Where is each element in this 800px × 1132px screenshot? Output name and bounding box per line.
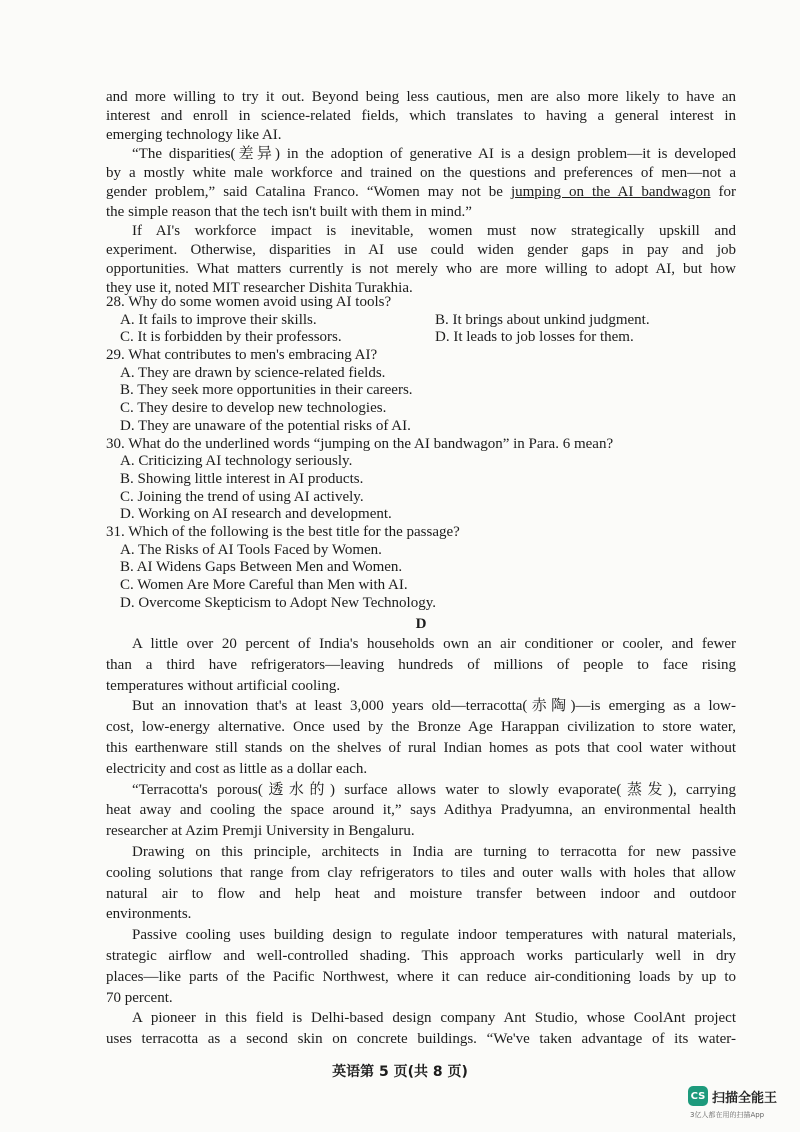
- answer-option: B. They seek more opportunities in their careers.: [120, 382, 413, 399]
- text-line: But an innovation that's at least 3,000 years old—terracotta(赤陶)—is emerging as a low-: [132, 698, 736, 715]
- text-line: heat away and cooling the space around it,” says Adithya Pradyumna, an environmental health: [106, 802, 736, 819]
- answer-option: D. They are unaware of the potential risks of AI.: [120, 417, 411, 434]
- text-line: temperatures without artificial cooling.: [106, 677, 341, 694]
- text-line: researcher at Azim Premji University in Bengaluru.: [106, 823, 415, 840]
- text-line: gender problem,” said Catalina Franco. “Women may not be jumping on the AI bandwagon for: [106, 184, 736, 201]
- page-footer: 英语第 5 页(共 8 页): [332, 1064, 468, 1080]
- text-line: experiment. Otherwise, disparities in AI use could widen gender gaps in pay and job: [106, 241, 736, 258]
- answer-option: B. AI Widens Gaps Between Men and Women.: [120, 559, 403, 576]
- question-stem: 31. Which of the following is the best title for the passage?: [106, 523, 460, 540]
- text-line: by a mostly white male workforce and trained on the questions and preferences of men—not a: [106, 165, 736, 182]
- text-line: “The disparities(差异) in the adoption of generative AI is a design problem—it is developed: [132, 146, 736, 163]
- text-line: the simple reason that the tech isn't built with them in mind.”: [106, 203, 472, 220]
- underlined-phrase: jumping on the AI bandwagon: [510, 184, 711, 201]
- text-line: they use it, noted MIT researcher Dishita Turakhia.: [106, 279, 413, 296]
- text-line: cost, low-energy alternative. Once used by the Bronze Age Harappan civilization to store water,: [106, 719, 736, 736]
- option-row: [106, 329, 736, 347]
- answer-option: D. It leads to job losses for them.: [435, 329, 634, 346]
- text-line: A little over 20 percent of India's households own an air conditioner or cooler, and fewer: [132, 636, 736, 652]
- text-line: A pioneer in this field is Delhi-based design company Ant Studio, whose CoolAnt project: [132, 1010, 736, 1027]
- text-line: uses terracotta as a second skin on concrete buildings. “We've taken advantage of its water-: [106, 1031, 736, 1048]
- option-row: [106, 312, 736, 330]
- text-line: 70 percent.: [106, 989, 173, 1006]
- answer-option: C. It is forbidden by their professors.: [120, 329, 342, 346]
- watermark-tagline: 3亿人都在用的扫描App: [690, 1111, 765, 1119]
- text-line: interest and enroll in science-related fields, which translates to having a general interest in: [106, 108, 736, 125]
- watermark-name: 扫描全能王: [712, 1090, 778, 1106]
- text-line: places—like parts of the Pacific Northwest, where it can reduce air-conditioning loads by up to: [106, 968, 736, 985]
- text-line: environments.: [106, 906, 192, 923]
- question-stem: 28. Why do some women avoid using AI tools?: [106, 294, 392, 310]
- scanner-watermark: [688, 1086, 777, 1106]
- camscanner-logo-icon: CS: [688, 1086, 708, 1106]
- passage-d: [106, 614, 736, 1050]
- answer-option: A. They are drawn by science-related fields.: [120, 364, 386, 381]
- text-line: natural air to flow and help heat and moisture transfer between indoor and outdoor: [106, 885, 736, 902]
- section-heading: D: [415, 616, 427, 632]
- answer-option: A. The Risks of AI Tools Faced by Women.: [120, 541, 382, 558]
- text-line: Passive cooling uses building design to regulate indoor temperatures with natural materials,: [132, 927, 736, 944]
- answer-option: B. It brings about unkind judgment.: [435, 311, 650, 328]
- answer-option: C. Joining the trend of using AI actively.: [120, 488, 364, 505]
- answer-option: A. Criticizing AI technology seriously.: [120, 453, 353, 470]
- text-line: If AI's workforce impact is inevitable, women must now strategically upskill and: [132, 222, 736, 239]
- text-line: cooling solutions that range from clay refrigerators to tiles and outer walls with holes that allow: [106, 864, 736, 881]
- text-line: than a third have refrigerators—leaving hundreds of millions of people to face rising: [106, 656, 736, 673]
- text-line: Drawing on this principle, architects in India are turning to terracotta for new passive: [132, 843, 736, 860]
- text-line: and more willing to try it out. Beyond being less cautious, men are also more likely to have an: [106, 89, 736, 105]
- questions-28-31: [106, 294, 736, 612]
- text-line: electricity and cost as little as a dollar each.: [106, 760, 368, 777]
- text-line: “Terracotta's porous(透水的) surface allows water to slowly evaporate(蒸发), carrying: [132, 781, 736, 798]
- passage-c-ending: [106, 88, 736, 298]
- text-line: this earthenware still stands on the shelves of rural Indian homes as pots that cool water without: [106, 739, 736, 756]
- answer-option: C. They desire to develop new technologies.: [120, 400, 387, 417]
- answer-option: D. Working on AI research and development.: [120, 506, 392, 523]
- answer-option: A. It fails to improve their skills.: [120, 311, 317, 328]
- answer-option: B. Showing little interest in AI products.: [120, 470, 364, 487]
- text-line: emerging technology like AI.: [106, 127, 282, 144]
- question-stem: 29. What contributes to men's embracing AI?: [106, 347, 378, 364]
- text-line: strategic airflow and well-controlled shading. This approach works particularly well in dry: [106, 947, 736, 964]
- question-stem: 30. What do the underlined words “jumping on the AI bandwagon” in Para. 6 mean?: [106, 435, 614, 452]
- text-line: opportunities. What matters currently is not merely who are more willing to adopt AI, but how: [106, 260, 736, 277]
- answer-option: C. Women Are More Careful than Men with AI.: [120, 577, 408, 593]
- answer-option: D. Overcome Skepticism to Adopt New Technology.: [120, 594, 436, 611]
